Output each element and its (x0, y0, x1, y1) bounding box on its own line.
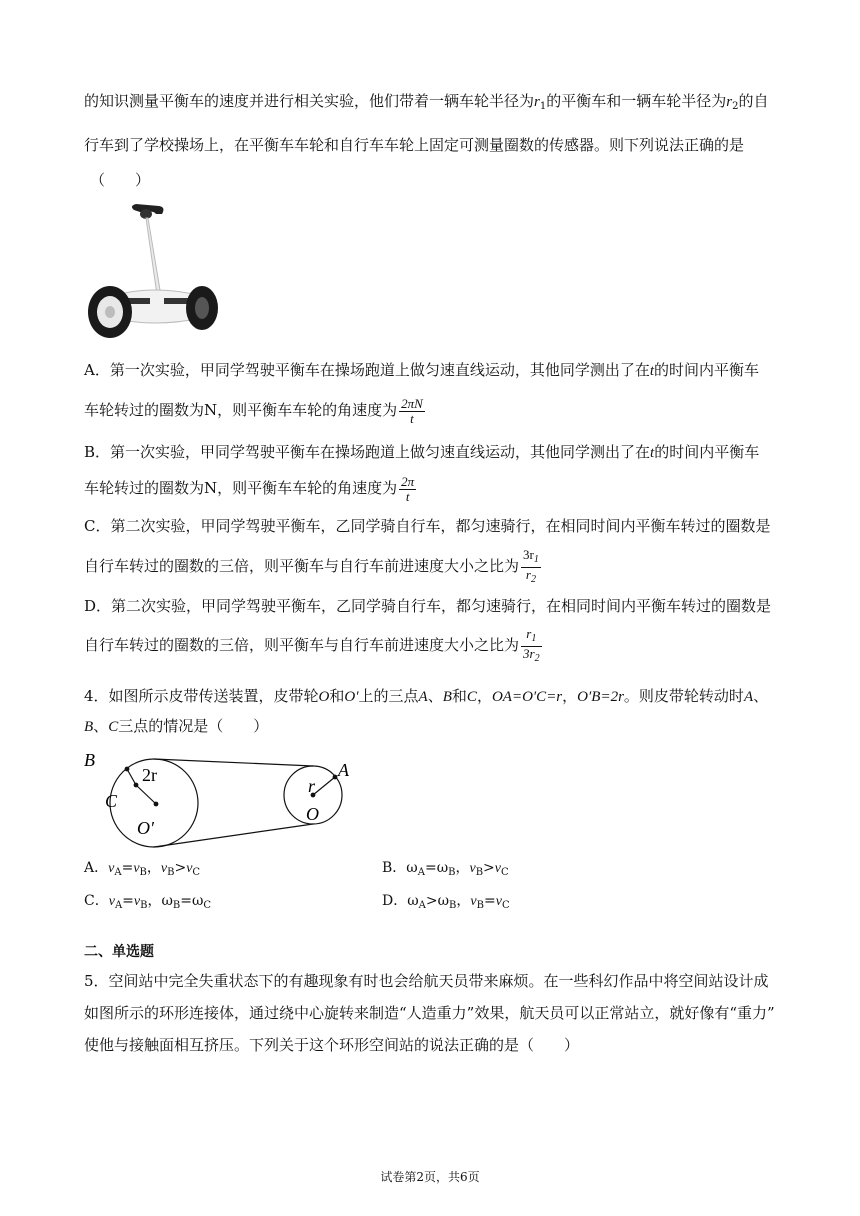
q3-line-2: 行车到了学校操场上，在平衡车车轮和自行车车轮上固定可测量圈数的传感器。则下列说法正确的是 (84, 136, 745, 154)
t-symbol: t (650, 445, 655, 461)
choice-subscript: B (167, 867, 175, 878)
option-b-text: 车轮转过的圈数为N，则平衡车车轮的角速度为 (84, 479, 398, 497)
section-heading: 二、单选题 (84, 944, 154, 960)
diagram-label-2r: 2r (142, 765, 157, 785)
choice-symbol: v (133, 894, 141, 909)
choice-separator: ， (146, 860, 161, 876)
choice-operator: = (122, 893, 134, 909)
choice-symbol: v (469, 861, 476, 876)
choice-symbol: ω (406, 860, 418, 876)
choice-subscript: B (172, 900, 181, 911)
fraction-numerator: 3r (523, 546, 534, 562)
option-a-text: A．第一次实验，甲同学驾驶平衡车在操场跑道上做匀速直线运动，其他同学测出了在 (84, 361, 650, 379)
q3-option-b-line-2 (84, 469, 418, 507)
choice-subscript: B (449, 900, 457, 911)
belt-pulley-diagram (80, 748, 370, 848)
diagram-label-o-prime: O′ (137, 818, 154, 838)
point-b: B (84, 719, 94, 735)
q5-line-2: 如图所示的环形连接体，通过绕中心旋转来制造“人造重力”效果，航天员可以正常站立，就好像有“重力” (84, 1004, 775, 1022)
fraction-denominator: t (405, 488, 410, 504)
choice-operator: = (121, 860, 134, 876)
r2-subscript: 2 (732, 101, 739, 112)
q4-text: 和 (329, 687, 345, 705)
option-d-text: 自行车转过的圈数的三倍，则平衡车与自行车前进速度大小之比为 (84, 636, 520, 654)
fraction-numerator-sub: 1 (531, 632, 537, 644)
choice-symbol: ω (436, 860, 449, 876)
choice-symbol: ω (192, 893, 204, 909)
choice-letter: B． (382, 860, 407, 876)
choice-operator: > (483, 860, 495, 876)
q4-choice-c[interactable] (84, 891, 211, 916)
option-b-fraction (399, 475, 416, 504)
choice-operator: = (483, 893, 496, 909)
diagram-label-o: O (306, 804, 319, 824)
choice-subscript: B (476, 900, 484, 911)
q4-text: ， (562, 687, 578, 705)
q4-line-2 (84, 716, 268, 737)
fraction-denominator: r (525, 566, 531, 582)
point-o: O (318, 689, 330, 705)
choice-separator: ， (456, 893, 471, 909)
choice-subscript: A (114, 900, 123, 911)
option-a-fraction (399, 397, 425, 426)
option-d-fraction (521, 627, 542, 666)
q4-text: 、 (753, 687, 769, 705)
choice-symbol: v (108, 861, 115, 876)
q4-equation-1: OA=O′C=r (491, 689, 563, 705)
q3-option-b-line-1 (84, 442, 759, 463)
fraction-denominator: 3r (523, 645, 535, 661)
q3-text: 的自 (738, 92, 769, 110)
diagram-label-b: B (84, 750, 95, 770)
fraction-numerator-sub: 1 (533, 553, 539, 565)
page-footer: 试卷第2页，共6页 (380, 1170, 480, 1184)
q3-option-c-line-2 (84, 547, 543, 587)
choice-letter: C． (84, 893, 109, 909)
choice-symbol: v (470, 894, 477, 909)
fraction-denominator-sub: 2 (534, 652, 540, 664)
q4-choice-d[interactable] (382, 891, 510, 916)
choice-symbol: v (133, 861, 140, 876)
choice-operator: > (174, 860, 187, 876)
point-b: B (442, 689, 452, 705)
q4-choice-b[interactable] (382, 858, 509, 883)
diagram-label-a: A (338, 760, 349, 780)
q5-line-1: 5．空间站中完全失重状态下的有趣现象有时也会给航天员带来麻烦。在一些科幻作品中将空间站设计成 (84, 972, 769, 990)
point-c: C (466, 689, 477, 705)
choice-subscript: B (448, 867, 456, 878)
choice-symbol: v (160, 861, 168, 876)
t-symbol: t (649, 363, 655, 379)
q4-text: 、 (427, 687, 443, 705)
choice-subscript: A (417, 867, 425, 878)
option-c-text: 自行车转过的圈数的三倍，则平衡车与自行车前进速度大小之比为 (84, 557, 520, 575)
q4-text: 上的三点 (358, 687, 419, 705)
q3-option-d-line-2 (84, 626, 544, 666)
q4-choice-a[interactable] (84, 858, 200, 883)
diagram-label-r: r (308, 776, 316, 796)
choice-symbol: v (108, 894, 115, 909)
choice-subscript: A (418, 900, 426, 911)
q4-text: 和 (451, 687, 467, 705)
choice-subscript: B (475, 867, 484, 878)
q4-text: 。则皮带轮转动时 (623, 687, 744, 705)
q3-answer-bracket: （ ） (90, 171, 151, 189)
r1-subscript: 1 (539, 101, 547, 112)
option-b-text: B．第一次实验，甲同学驾驶平衡车在操场跑道上做匀速直线运动，其他同学测出了在 (84, 443, 651, 461)
q4-text: 三点的情况是（ ） (118, 717, 269, 735)
q3-option-d-line-1: D．第二次实验，甲同学驾驶平衡车，乙同学骑自行车，都匀速骑行，在相同时间内平衡车转过的圈数是 (84, 597, 772, 615)
choice-symbol: v (186, 861, 193, 876)
q4-line-1 (84, 686, 768, 707)
choice-subscript: A (114, 867, 122, 878)
r1-symbol: r (534, 94, 540, 110)
choice-operator: = (424, 860, 437, 876)
fraction-numerator: 2πN (401, 395, 423, 411)
balance-scooter-image (84, 200, 224, 345)
choice-symbol: v (494, 861, 501, 876)
option-a-text: 车轮转过的圈数为N，则平衡车车轮的角速度为 (84, 401, 398, 419)
q5-line-3: 使他与接触面相互挤压。下列关于这个环形空间站的说法正确的是（ ） (84, 1036, 580, 1054)
point-c: C (108, 719, 119, 735)
q3-line-1 (84, 91, 768, 117)
choice-separator: ， (147, 893, 162, 909)
fraction-numerator: r (526, 625, 532, 641)
choice-subscript: B (139, 867, 147, 878)
choice-subscript: C (501, 867, 509, 878)
choice-symbol: ω (437, 893, 450, 909)
choice-letter: D． (382, 893, 408, 909)
diagram-label-c: C (105, 791, 118, 811)
choice-symbol: ω (161, 893, 173, 909)
option-a-text: 的时间内平衡车 (654, 361, 760, 379)
q4-equation-2: O′B=2r (577, 689, 624, 705)
fraction-denominator-sub: 2 (530, 573, 536, 585)
q3-option-a-line-2 (84, 391, 427, 429)
q3-text: 的平衡车和一辆车轮半径为 (546, 92, 727, 110)
choice-separator: ， (455, 860, 470, 876)
q4-text: 、 (93, 717, 109, 735)
choice-subscript: B (140, 900, 148, 911)
choice-operator: = (180, 893, 192, 909)
fraction-numerator: 2π (401, 473, 415, 489)
choice-subscript: C (192, 867, 201, 878)
choice-symbol: v (495, 894, 502, 909)
choice-symbol: ω (407, 893, 419, 909)
option-c-fraction (521, 548, 541, 587)
fraction-denominator: t (410, 410, 414, 426)
choice-subscript: C (203, 900, 212, 911)
point-o-prime: O′ (344, 689, 359, 705)
choice-operator: > (425, 893, 438, 909)
point-a: A (743, 689, 754, 705)
q3-option-c-line-1: C．第二次实验，甲同学驾驶平衡车，乙同学骑自行车，都匀速骑行，在相同时间内平衡车转过的圈数是 (84, 517, 771, 535)
choice-subscript: C (501, 900, 510, 911)
q4-text: ， (476, 687, 492, 705)
r2-symbol: r (726, 94, 733, 110)
choice-letter: A． (84, 860, 109, 876)
option-b-text: 的时间内平衡车 (654, 443, 760, 461)
q3-text: 的知识测量平衡车的速度并进行相关实验，他们带着一辆车轮半径为 (84, 92, 535, 110)
q4-text: 4．如图所示皮带传送装置，皮带轮 (84, 687, 319, 705)
q3-option-a-line-1 (84, 360, 759, 381)
point-a: A (418, 689, 428, 705)
